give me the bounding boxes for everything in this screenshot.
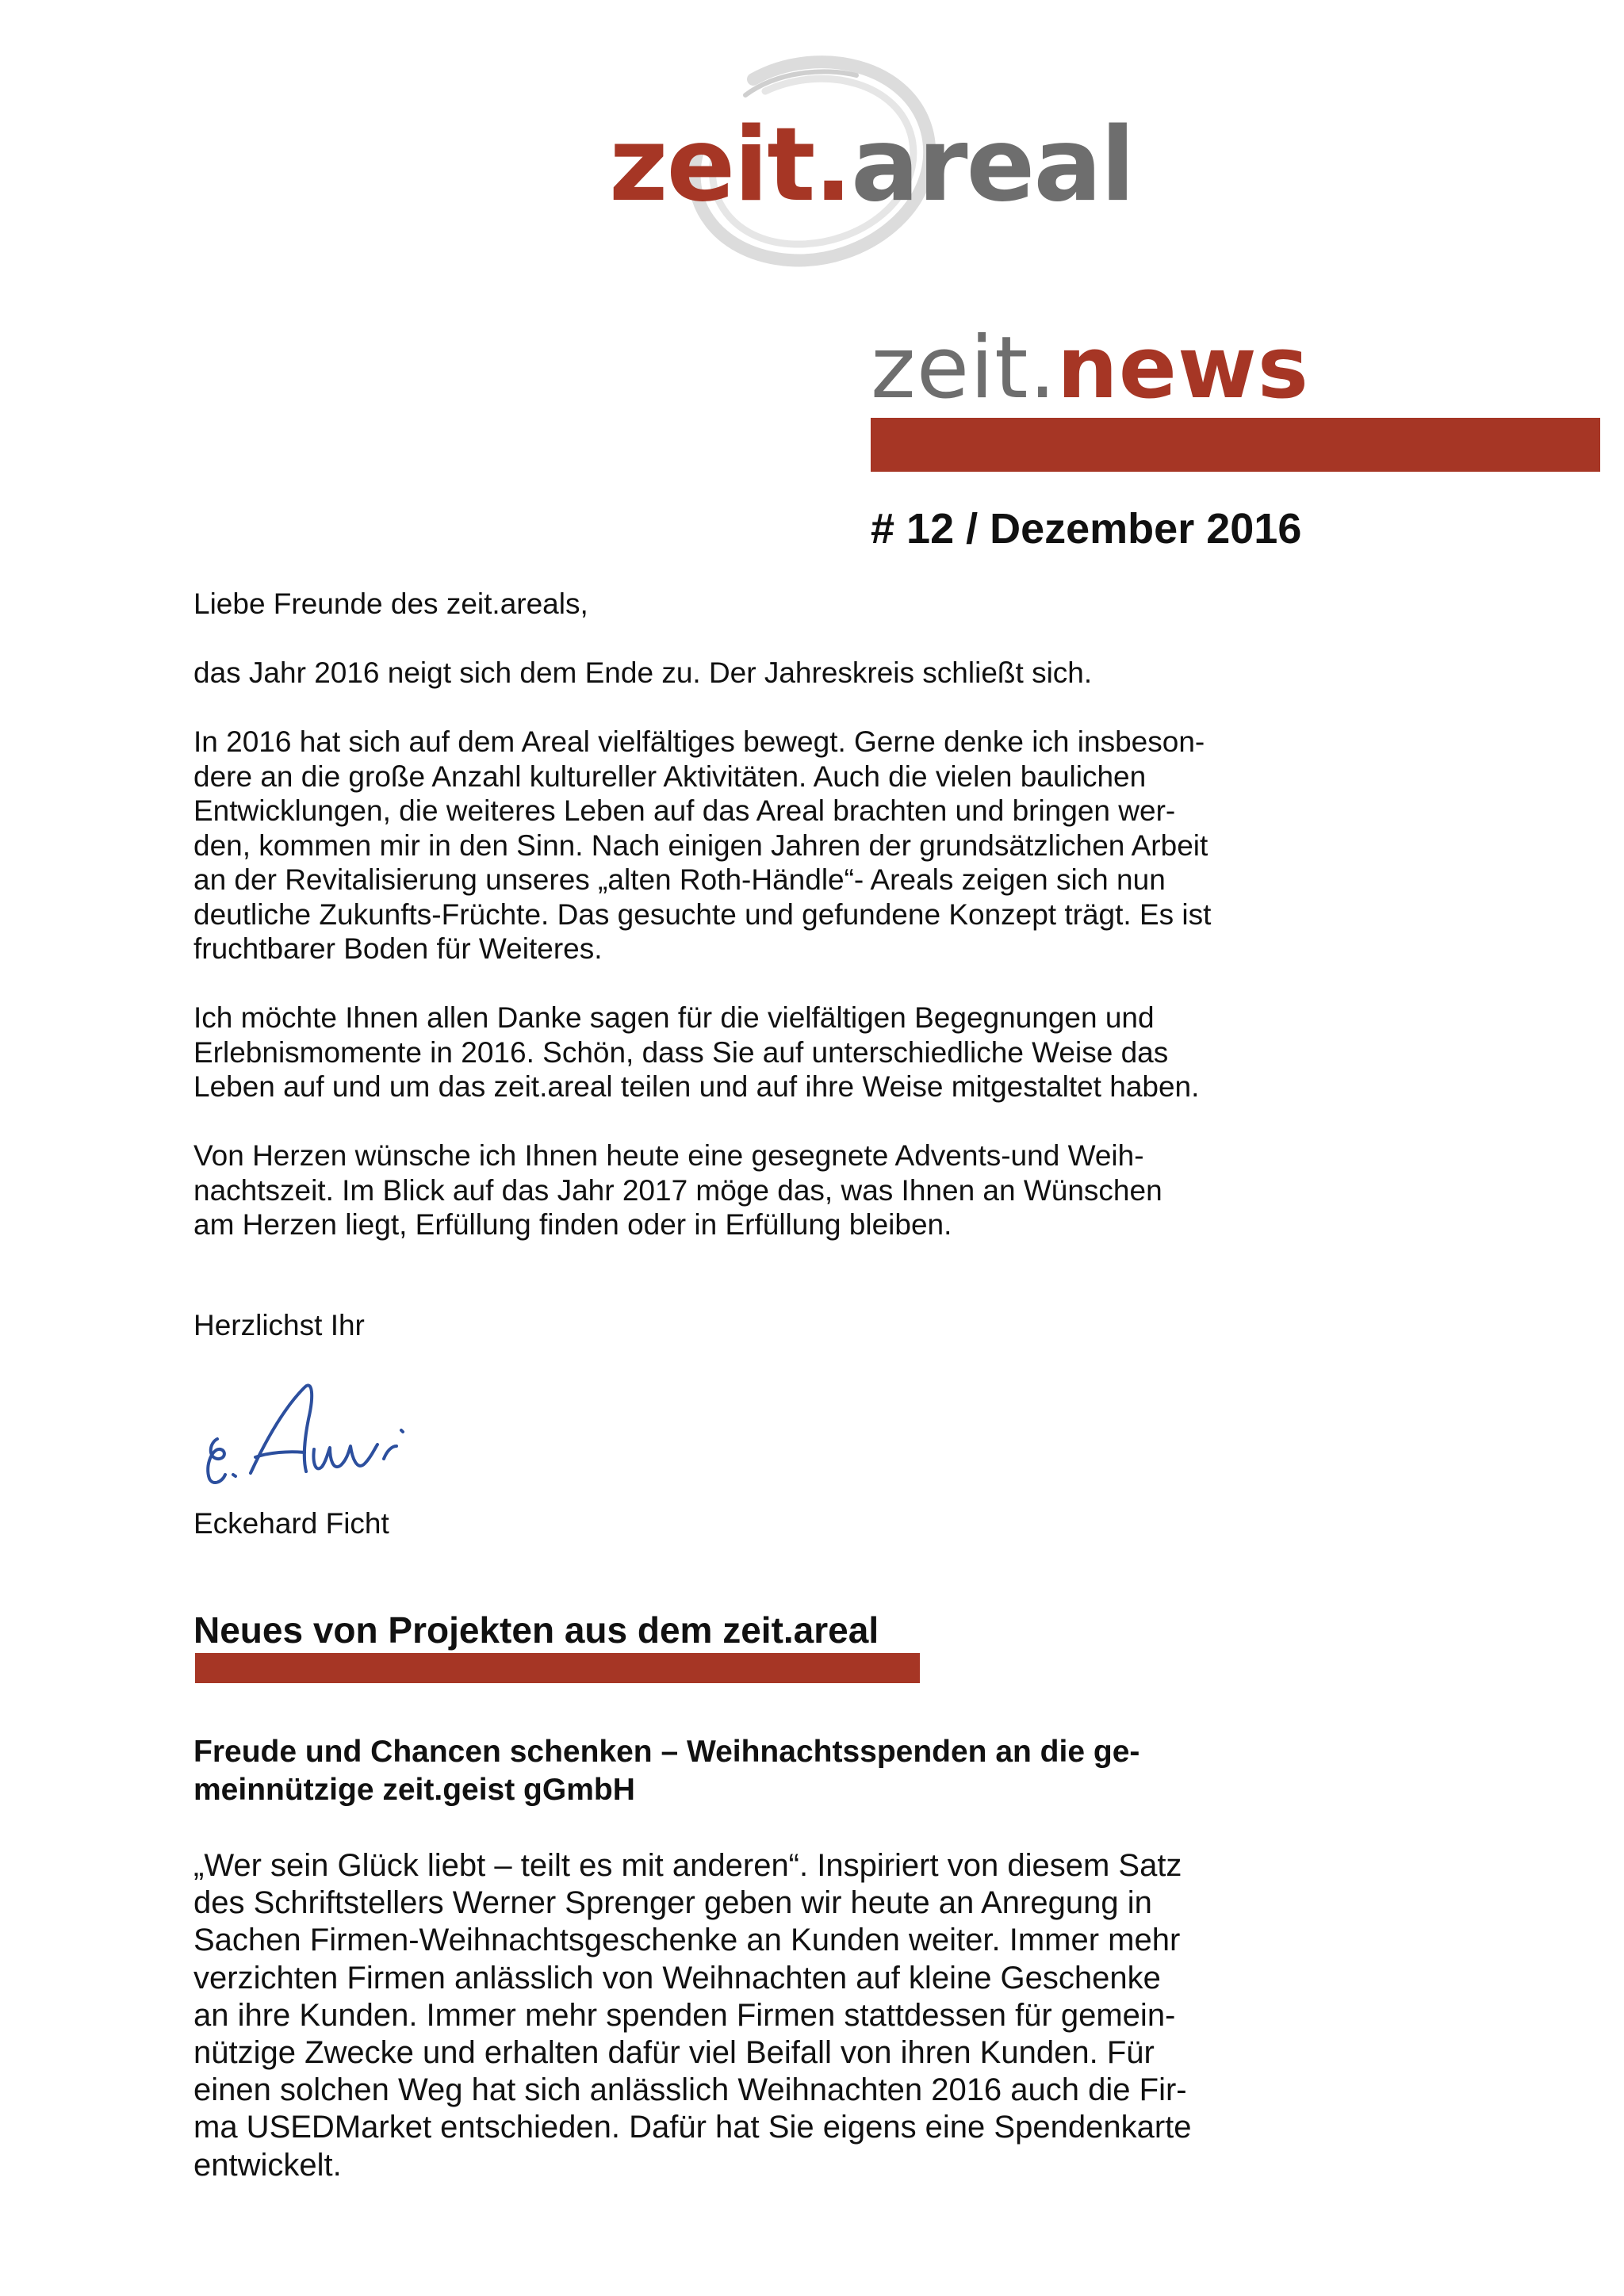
letter-line: Leben auf und um das zeit.areal teilen und auf ihre Weise mitgestaltet haben. (193, 1070, 1200, 1103)
signature-icon (193, 1364, 431, 1490)
letter-paragraph-3 (193, 1001, 1256, 1104)
article-body-line: ma USEDMarket entschieden. Dafür hat Sie eigens eine Spendenkarte (193, 2110, 1192, 2145)
letter-line: fruchtbarer Boden für Weiteres. (193, 932, 603, 965)
article-body (193, 1847, 1256, 2184)
article-body-line: „Wer sein Glück liebt – teilt es mit anderen“. Inspiriert von diesem Satz (193, 1848, 1182, 1883)
newsletter-masthead (871, 321, 1600, 480)
article-body-line: nützige Zwecke und erhalten dafür viel Beifall von ihren Kunden. Für (193, 2035, 1155, 2071)
section-accent-bar (195, 1653, 920, 1683)
logo-graphic (587, 48, 1134, 285)
article-body-line: des Schriftstellers Werner Sprenger geben wir heute an Anregung in (193, 1885, 1152, 1921)
svg-text:zeit.areal (609, 106, 1134, 224)
article-body-line: verzichten Firmen anlässlich von Weihnachten auf kleine Geschenke (193, 1960, 1161, 1996)
letter-line: den, kommen mir in den Sinn. Nach einigen Jahren der grundsätzlichen Arbeit (193, 828, 1208, 862)
zeit-areal-logo (587, 48, 1134, 285)
masthead-title (871, 321, 1309, 416)
letter-signer: Eckehard Ficht (193, 1507, 389, 1540)
letter-closing: Herzlichst Ihr (193, 1309, 365, 1341)
article-body-line: an ihre Kunden. Immer mehr spenden Firmen stattdessen für gemein- (193, 1997, 1176, 2033)
section-title: Neues von Projekten aus dem zeit.areal (193, 1609, 879, 1651)
article-body-line: entwickelt. (193, 2147, 342, 2183)
letter-line: Entwicklungen, die weiteres Leben auf das Areal brachten und bringen wer- (193, 794, 1176, 827)
article-body-line: einen solchen Weg hat sich anlässlich Weihnachten 2016 auch die Fir- (193, 2072, 1187, 2108)
article-title (193, 1733, 1256, 1809)
masthead-accent-bar (871, 418, 1600, 472)
masthead-title-bold: news (1056, 319, 1310, 418)
letter-line: In 2016 hat sich auf dem Areal vielfältiges bewegt. Gerne denke ich insbeson- (193, 725, 1205, 758)
article-body-line: Sachen Firmen-Weihnachtsgeschenke an Kunden weiter. Immer mehr (193, 1923, 1181, 1958)
letter-paragraph-4 (193, 1138, 1256, 1242)
letter-salutation: Liebe Freunde des zeit.areals, (193, 587, 588, 620)
letter-line: Ich möchte Ihnen allen Danke sagen für die vielfältigen Begegnungen und (193, 1001, 1155, 1034)
article-title-line: meinnützige zeit.geist gGmbH (193, 1773, 635, 1807)
letter-line: Erlebnismomente in 2016. Schön, dass Sie auf unterschiedliche Weise das (193, 1035, 1169, 1069)
logo-text-zeit: zeit. (609, 106, 851, 224)
letter-line: das Jahr 2016 neigt sich dem Ende zu. Der Jahreskreis schließt sich. (193, 656, 1093, 689)
letter-line: nachtszeit. Im Blick auf das Jahr 2017 möge das, was Ihnen an Wünschen (193, 1173, 1162, 1207)
article-title-line: Freude und Chancen schenken – Weihnachtsspenden an die ge- (193, 1735, 1140, 1769)
letter-line: am Herzen liegt, Erfüllung finden oder in Erfüllung bleiben. (193, 1208, 952, 1241)
letter-paragraph-1 (193, 656, 1256, 691)
issue-number: # 12 / Dezember 2016 (871, 505, 1302, 553)
letter-line: deutliche Zukunfts-Früchte. Das gesuchte und gefundene Konzept trägt. Es ist (193, 897, 1212, 931)
letter-line: dere an die große Anzahl kultureller Aktivitäten. Auch die vielen baulichen (193, 760, 1147, 793)
letter-line: an der Revitalisierung unseres „alten Roth-Händle“- Areals zeigen sich nun (193, 863, 1166, 896)
editorial-letter (193, 587, 1256, 1242)
handwritten-signature (193, 1364, 431, 1490)
masthead-title-light: zeit. (871, 319, 1057, 418)
letter-paragraph-2 (193, 725, 1256, 966)
letter-line: Von Herzen wünsche ich Ihnen heute eine gesegnete Advents-und Weih- (193, 1139, 1144, 1172)
logo-text-areal: areal (851, 106, 1134, 224)
